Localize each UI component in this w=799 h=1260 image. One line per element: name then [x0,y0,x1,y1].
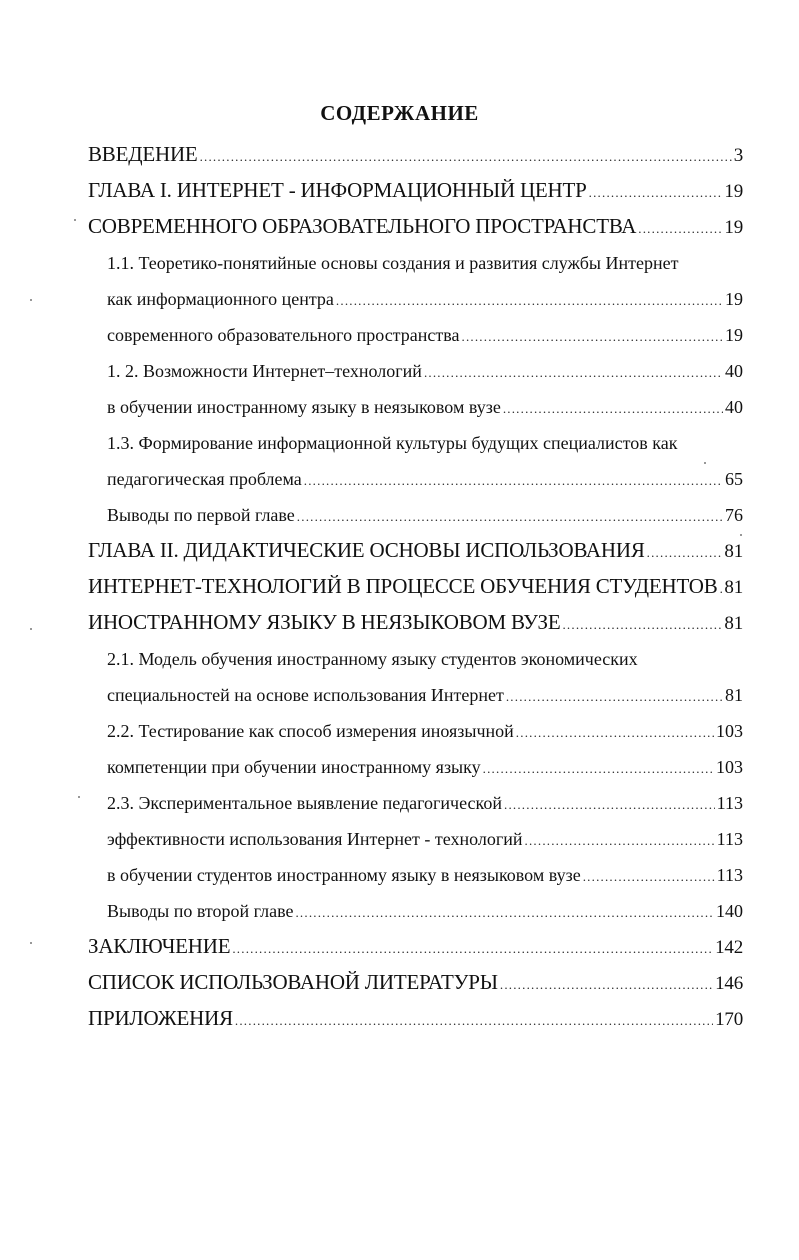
scan-speck [30,942,32,944]
toc-page-number: 81 [724,577,743,598]
toc-leader-dots [638,221,722,237]
toc-entry-appendices [88,1006,743,1031]
toc-entry-label: ИНОСТРАННОМУ ЯЗЫКУ В НЕЯЗЫКОВОМ ВУЗЕ [88,610,561,634]
toc-page-number: 19 [724,217,743,238]
toc-entry-label: 2.3. Экспериментальное выявление педагогической [107,793,502,813]
toc-leader-dots [295,905,714,921]
toc-page-number: 113 [716,865,743,885]
page-title: СОДЕРЖАНИЕ [320,101,479,125]
toc-entry-label: в обучении иностранному языку в неязыковом вузе [107,397,501,417]
toc-entry-label: педагогическая проблема [107,469,302,489]
toc-entry-section-2-3-cont [107,829,743,850]
toc-page-number: 19 [724,181,743,202]
toc-page-number: 19 [725,325,743,345]
toc-leader-dots [506,689,723,705]
toc-entry-section-1-1-cont [107,289,743,310]
toc-page-number: 65 [725,469,743,489]
toc-page-number: 142 [715,937,743,958]
toc-entry-label: ЗАКЛЮЧЕНИЕ [88,934,231,958]
toc-entry-section-2-3-cont2 [107,865,743,886]
scan-speck [704,462,706,464]
toc-entry-section-2-3 [107,793,743,814]
toc-entry-label: СОВРЕМЕННОГО ОБРАЗОВАТЕЛЬНОГО ПРОСТРАНСТВА [88,214,637,238]
toc-leader-dots [200,149,732,165]
toc-leader-dots [232,941,713,957]
toc-leader-dots [462,329,724,345]
toc-entry-label: 1.3. Формирование информационной культуры будущих специалистов как [107,433,678,453]
scan-speck [74,219,76,221]
toc-page-number: 81 [725,685,743,705]
toc-entry-conclusions-2 [107,901,743,922]
toc-entry-label: современного образовательного пространства [107,325,460,345]
toc-leader-dots [589,185,723,201]
toc-entry-label: ПРИЛОЖЕНИЯ [88,1006,233,1030]
toc-entry-section-1-3-cont [107,469,743,490]
scan-speck [740,534,742,536]
toc-leader-dots [483,761,714,777]
toc-entry-section-1-2 [107,361,743,382]
toc-page-number: 40 [725,361,743,381]
toc-entry-label: СПИСОК ИСПОЛЬЗОВАНОЙ ЛИТЕРАТУРЫ [88,970,498,994]
toc-leader-dots [516,725,714,741]
toc-entry-conclusion [88,934,743,959]
toc-entry-label: Выводы по второй главе [107,901,294,921]
toc-entry-chapter-2 [88,538,743,563]
toc-entry-section-1-1 [107,253,747,274]
toc-leader-dots [500,977,713,993]
toc-page-number: 76 [725,505,743,525]
toc-entry-chapter-1 [88,178,743,203]
toc-leader-dots [424,365,723,381]
toc-page-number: 113 [716,829,743,849]
toc-entry-label: Выводы по первой главе [107,505,295,525]
toc-entry-label: ГЛАВА II. ДИДАКТИЧЕСКИЕ ОСНОВЫ ИСПОЛЬЗОВАНИЯ [88,538,645,562]
toc-entry-label: в обучении студентов иностранному языку в неязыковом вузе [107,865,581,885]
toc-entry-label: эффективности использования Интернет - технологий [107,829,523,849]
toc-entry-section-1-3 [107,433,747,454]
scan-speck [30,299,32,301]
toc-entry-section-2-2-cont [107,757,743,778]
toc-entry-intro [88,142,743,167]
toc-page-number: 170 [715,1009,743,1030]
toc-page-number: 40 [725,397,743,417]
toc-entry-label: ГЛАВА I. ИНТЕРНЕТ - ИНФОРМАЦИОННЫЙ ЦЕНТР [88,178,587,202]
toc-leader-dots [336,293,723,309]
toc-leader-dots [647,545,723,561]
toc-entry-label: как информационного центра [107,289,334,309]
toc-leader-dots [304,473,723,489]
toc-page-number: 81 [724,613,743,634]
toc-leader-dots [503,401,723,417]
scan-speck [30,628,32,630]
toc-page-number: 103 [716,757,743,777]
scan-speck [78,796,80,798]
toc-entry-section-2-1 [107,649,747,670]
toc-entry-conclusions-1 [107,505,743,526]
toc-page-number: 140 [716,901,743,921]
toc-entry-label: специальностей на основе использования Интернет [107,685,504,705]
toc-entry-section-1-2-cont [107,397,743,418]
toc-entry-section-2-2 [107,721,743,742]
toc-entry-chapter-2-cont2 [88,610,743,635]
toc-page-number: 103 [716,721,743,741]
toc-entry-section-1-1-cont2 [107,325,743,346]
toc-entry-label: 1.1. Теоретико-понятийные основы создания и развития службы Интернет [107,253,679,273]
toc-leader-dots [720,581,723,597]
toc-entry-chapter-1-cont [88,214,743,239]
toc-page-number: 81 [724,541,743,562]
toc-leader-dots [235,1013,713,1029]
toc-leader-dots [562,617,722,633]
toc-leader-dots [504,797,715,813]
toc-page-number: 3 [733,145,743,166]
toc-entry-label: 2.1. Модель обучения иностранному языку студентов экономических [107,649,638,669]
toc-entry-label: 1. 2. Возможности Интернет–технологий [107,361,422,381]
toc-page-number: 113 [716,793,743,813]
toc-entry-label: ВВЕДЕНИЕ [88,142,198,166]
toc-leader-dots [583,869,715,885]
toc-page-number: 146 [715,973,743,994]
toc-entry-bibliography [88,970,743,995]
toc-entry-label: 2.2. Тестирование как способ измерения иноязычной [107,721,514,741]
toc-entry-chapter-2-cont [88,574,743,599]
toc-entry-label: ИНТЕРНЕТ-ТЕХНОЛОГИЙ В ПРОЦЕССЕ ОБУЧЕНИЯ СТУДЕНТОВ [88,574,718,598]
toc-leader-dots [297,509,723,525]
toc-page-number: 19 [725,289,743,309]
toc-leader-dots [525,833,715,849]
toc-entry-label: компетенции при обучении иностранному языку [107,757,481,777]
toc-entry-section-2-1-cont [107,685,743,706]
